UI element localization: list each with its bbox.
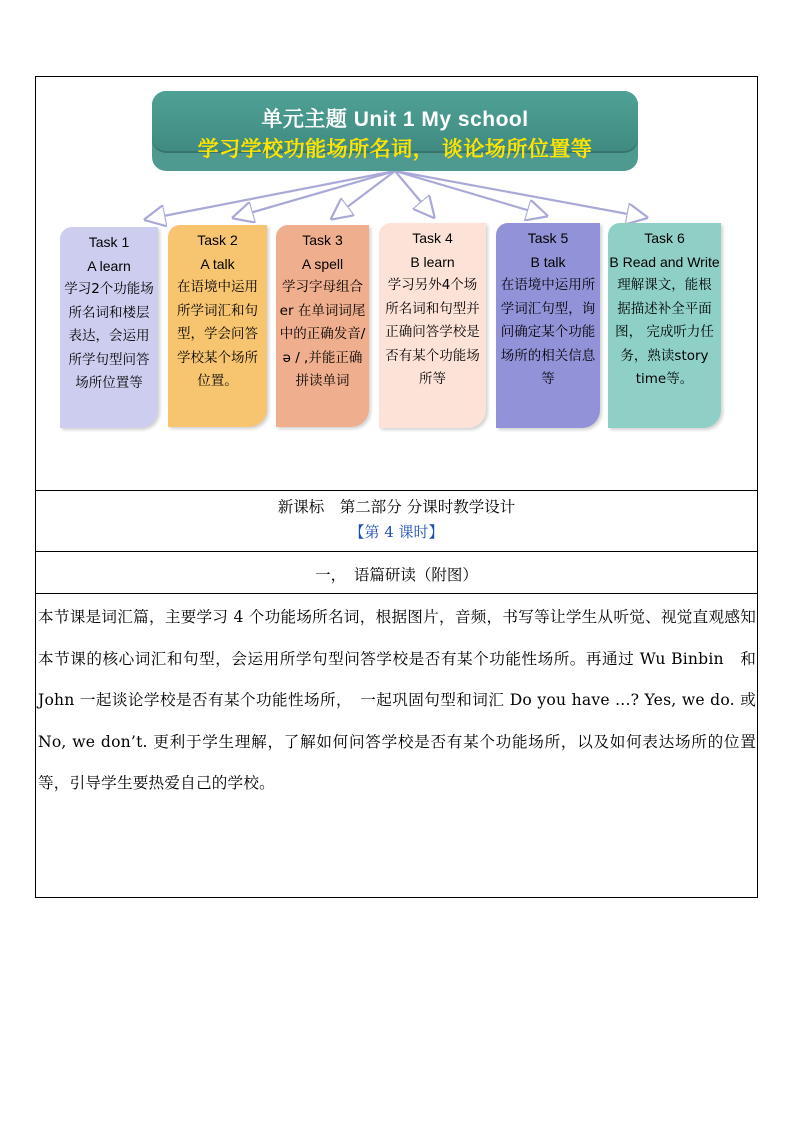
task-description: 理解课文，能根据描述补全平面图， 完成听力任务，熟读story time等。 xyxy=(615,277,714,387)
section-body-text: 本节课是词汇篇，主要学习 4 个功能场所名词，根据图片，音频，书写等让学生从听觉、视觉直观感知本节课的核心词汇和句型，会运用所学句型问答学校是否有某个功能性场所。再通过 Wu Binbin 和 John 一起谈论学校是否有某个功能性场所， 一起巩固句型和词汇 Do you have ...? Yes, we do. 或 No, we don’t. 更利于学生理解，了解如何问答学校是否有某个功能场所，以及如何表达场所的位置等，引导学生要热爱自己的学校。 xyxy=(38,608,756,792)
task-description: 学习字母组合er 在单词词尾中的正确发音/ ə / ,并能正确拼读单词 xyxy=(279,279,366,389)
unit-theme-banner xyxy=(152,91,638,171)
task-description: 在语境中运用所学词汇句型，询问确定某个功能场所的相关信息等 xyxy=(500,277,596,387)
document-heading: 新课标 第二部分 分课时教学设计 xyxy=(277,498,516,516)
task-name: Task 1 xyxy=(88,234,130,250)
row-divider xyxy=(36,593,757,594)
task-card-4 xyxy=(379,223,486,428)
task-part: B talk xyxy=(530,253,566,270)
task-part: A talk xyxy=(200,255,235,272)
task-name: Task 4 xyxy=(412,230,453,246)
task-card-6 xyxy=(608,223,721,428)
task-name: Task 6 xyxy=(644,230,685,246)
banner-subtitle: 学习学校功能场所名词， 谈论场所位置等 xyxy=(197,137,593,161)
arrow-to-task2 xyxy=(236,171,395,217)
task-part: B Read and Write xyxy=(609,253,720,270)
task-description: 在语境中运用所学词汇和句型，学会问答学校某个场所位置。 xyxy=(177,279,258,389)
banner-title: 单元主题 Unit 1 My school xyxy=(261,108,529,131)
task-part: A learn xyxy=(87,257,131,274)
arrow-to-task1 xyxy=(148,171,395,219)
unit-theme-diagram xyxy=(36,77,757,490)
task-description: 学习2个功能场所名词和楼层表达，会运用所学句型问答场所位置等 xyxy=(64,281,154,391)
task-card-1 xyxy=(60,227,158,428)
task-card-5 xyxy=(496,223,600,428)
task-name: Task 3 xyxy=(302,232,343,248)
task-part: B learn xyxy=(410,253,455,270)
arrow-to-task5 xyxy=(395,171,544,215)
task-name: Task 2 xyxy=(197,232,238,248)
task-part: A spell xyxy=(301,255,344,272)
document-table xyxy=(35,76,758,898)
row-divider xyxy=(36,490,757,491)
arrow-to-task6 xyxy=(395,171,644,217)
task-card-3 xyxy=(276,225,369,427)
task-name: Task 5 xyxy=(527,230,569,246)
task-description: 学习另外4个场所名词和句型并正确问答学校是否有某个功能场所等 xyxy=(385,277,480,387)
task-card-2 xyxy=(168,225,267,427)
row-divider xyxy=(36,551,757,552)
section-heading: 一， 语篇研读（附图） xyxy=(315,566,478,584)
lesson-number: 【第 4 课时】 xyxy=(349,523,444,541)
